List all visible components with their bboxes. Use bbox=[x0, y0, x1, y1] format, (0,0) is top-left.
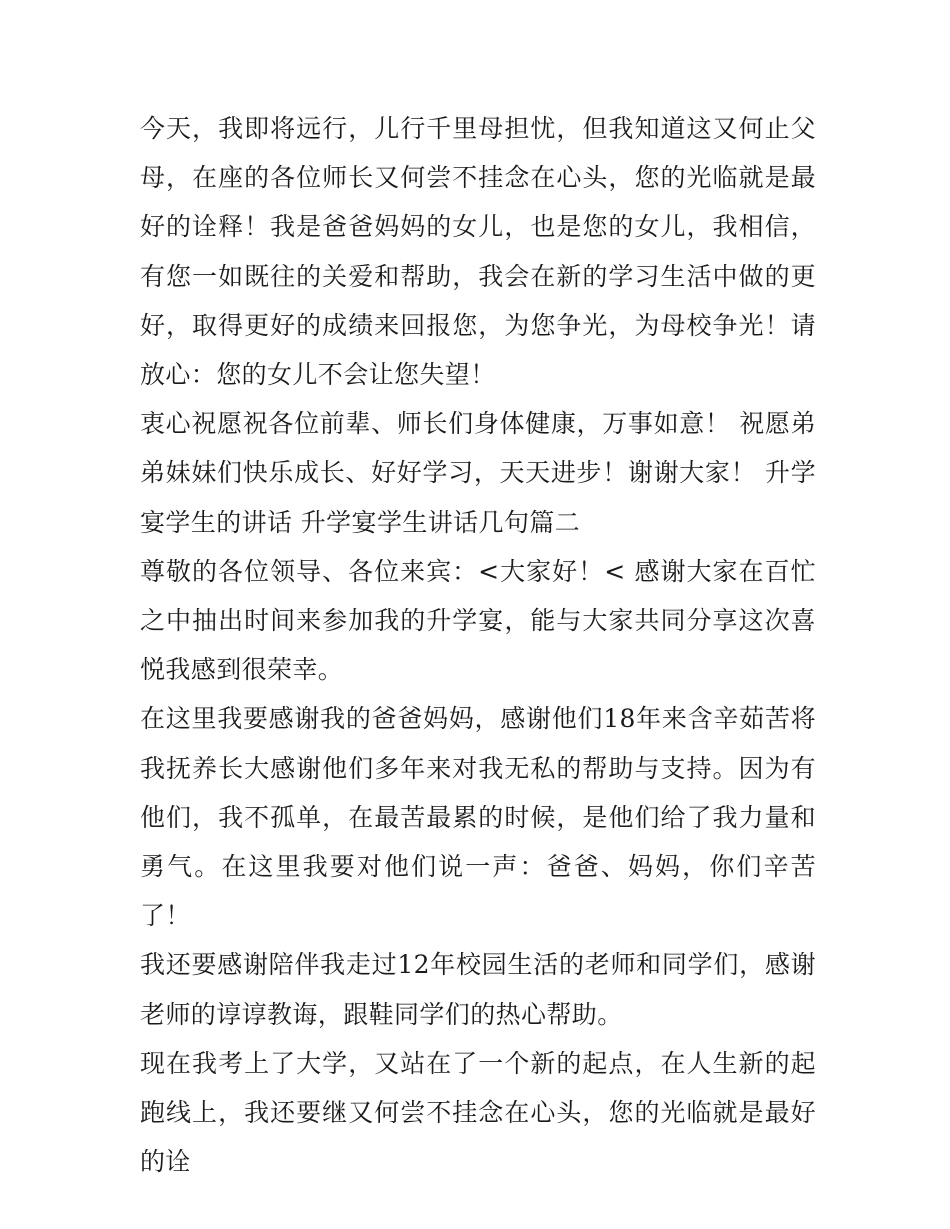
paragraph-wishes: 衷心祝愿祝各位前辈、师长们身体健康，万事如意！ 祝愿弟弟妹妹们快乐成长、好好学习，天天进步！谢谢大家！ 升学宴学生的讲话 升学宴学生讲话几句篇二 bbox=[140, 409, 816, 537]
document-body bbox=[140, 104, 816, 1186]
paragraph-greeting: 尊敬的各位领导、各位来宾：<大家好！< 感谢大家在百忙之中抽出时间来参加我的升学宴，能与大家共同分享这次喜悦我感到很荣幸。 bbox=[140, 556, 816, 685]
paragraph-new-start: 现在我考上了大学，又站在了一个新的起点，在人生新的起跑线上，我还要继又何尝不挂念在心头，您的光临就是最好的诠 bbox=[140, 1048, 816, 1177]
paragraph-thanks-parents: 在这里我要感谢我的爸爸妈妈，感谢他们18年来含辛茹苦将我抚养长大感谢他们多年来对我无私的帮助与支持。因为有他们，我不孤单，在最苦最累的时候，是他们给了我力量和勇气。在这里我要对他们说一声：爸爸、妈妈，你们辛苦了！ bbox=[140, 704, 816, 931]
paragraph-thanks-teachers: 我还要感谢陪伴我走过12年校园生活的老师和同学们，感谢老师的谆谆教诲，跟鞋同学们的热心帮助。 bbox=[140, 950, 816, 1029]
paragraph-farewell: 今天，我即将远行，儿行千里母担忧，但我知道这又何止父母，在座的各位师长又何尝不挂念在心头，您的光临就是最好的诠释！我是爸爸妈妈的女儿，也是您的女儿，我相信，有您一如既往的关爱和帮助，我会在新的学习生活中做的更好，取得更好的成绩来回报您，为您争光，为母校争光！请放心：您的女儿不会让您失望！ bbox=[140, 114, 816, 390]
